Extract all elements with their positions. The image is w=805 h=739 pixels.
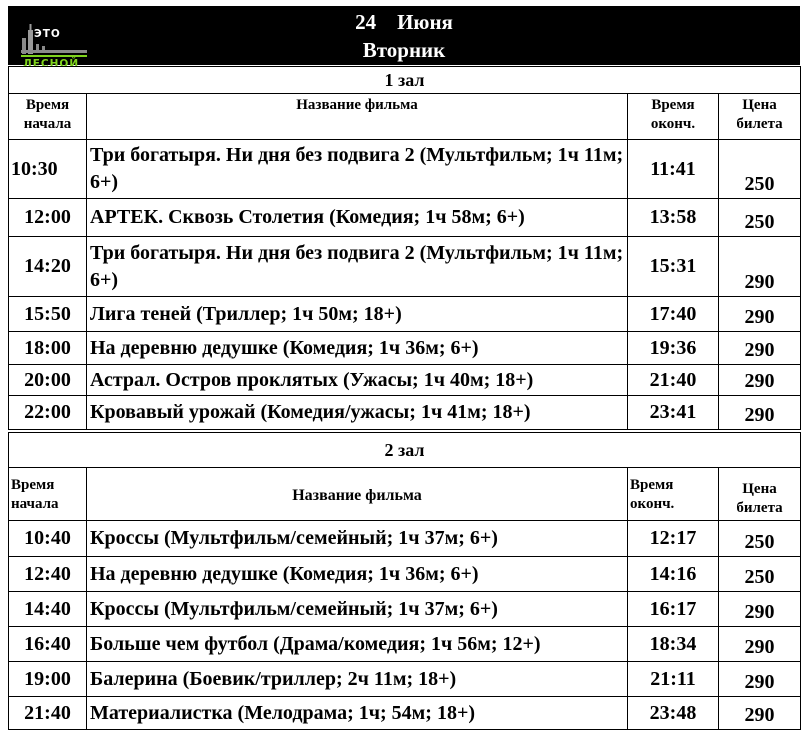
session-price: 250 xyxy=(719,140,801,199)
session-end: 18:34 xyxy=(628,627,719,662)
session-start: 20:00 xyxy=(9,365,87,396)
session-start: 16:40 xyxy=(9,627,87,662)
session-title: На деревню дедушке (Комедия; 1ч 36м; 6+) xyxy=(87,332,628,365)
session-start: 10:40 xyxy=(9,521,87,557)
col-end-header: Время оконч. xyxy=(628,94,719,140)
session-end: 14:16 xyxy=(628,557,719,592)
session-title: Кроссы (Мультфильм/семейный; 1ч 37м; 6+) xyxy=(87,521,628,557)
table-row xyxy=(9,557,801,592)
table-row xyxy=(9,237,801,297)
hall-1-title: 1 зал xyxy=(9,67,801,94)
session-start: 14:40 xyxy=(9,592,87,627)
table-row xyxy=(9,396,801,430)
logo-line-1: ЭТО xyxy=(34,28,61,40)
session-price: 290 xyxy=(719,297,801,332)
session-price: 250 xyxy=(719,199,801,237)
session-end: 17:40 xyxy=(628,297,719,332)
session-price: 250 xyxy=(719,557,801,592)
session-end: 23:48 xyxy=(628,697,719,730)
session-title: Больше чем футбол (Драма/комедия; 1ч 56м; 12+) xyxy=(87,627,628,662)
session-title: Три богатыря. Ни дня без подвига 2 (Мультфильм; 1ч 11м; 6+) xyxy=(87,237,628,297)
session-price: 290 xyxy=(719,365,801,396)
header-date xyxy=(8,10,800,35)
session-price: 290 xyxy=(719,627,801,662)
header-month: Июня xyxy=(397,10,453,34)
session-price: 290 xyxy=(719,697,801,730)
col-price-header: Цена билета xyxy=(719,94,801,140)
session-start: 12:40 xyxy=(9,557,87,592)
session-title: Кровавый урожай (Комедия/ужасы; 1ч 41м; 18+) xyxy=(87,396,628,430)
col-start-header: Время начала xyxy=(9,94,87,140)
session-title: На деревню дедушке (Комедия; 1ч 36м; 6+) xyxy=(87,557,628,592)
session-end: 21:40 xyxy=(628,365,719,396)
table-row xyxy=(9,297,801,332)
table-row xyxy=(9,332,801,365)
session-start: 22:00 xyxy=(9,396,87,430)
table-row xyxy=(9,627,801,662)
col-title-header: Название фильма xyxy=(87,468,628,521)
logo-line-2: ЛЕСНОЙ xyxy=(23,58,80,70)
hall-1-table xyxy=(8,66,801,430)
session-price: 290 xyxy=(719,662,801,697)
schedule-header xyxy=(8,6,800,65)
col-price-header: Цена билета xyxy=(719,468,801,521)
hall-2-table xyxy=(8,432,801,730)
session-start: 18:00 xyxy=(9,332,87,365)
header-day: 24 xyxy=(355,10,377,34)
session-title: Три богатыря. Ни дня без подвига 2 (Мультфильм; 1ч 11м; 6+) xyxy=(87,140,628,199)
session-end: 23:41 xyxy=(628,396,719,430)
session-start: 15:50 xyxy=(9,297,87,332)
session-start: 21:40 xyxy=(9,697,87,730)
table-row xyxy=(9,199,801,237)
hall-2-title: 2 зал xyxy=(9,433,801,468)
session-title: Кроссы (Мультфильм/семейный; 1ч 37м; 6+) xyxy=(87,592,628,627)
session-end: 15:31 xyxy=(628,237,719,297)
session-title: АРТЕК. Сквозь Столетия (Комедия; 1ч 58м; 6+) xyxy=(87,199,628,237)
session-price: 290 xyxy=(719,332,801,365)
session-price: 290 xyxy=(719,396,801,430)
table-row xyxy=(9,140,801,199)
table-row xyxy=(9,662,801,697)
table-row xyxy=(9,365,801,396)
session-price: 290 xyxy=(719,237,801,297)
col-title-header: Название фильма xyxy=(87,94,628,140)
session-title: Лига теней (Триллер; 1ч 50м; 18+) xyxy=(87,297,628,332)
session-price: 250 xyxy=(719,521,801,557)
session-start: 12:00 xyxy=(9,199,87,237)
session-title: Материалистка (Мелодрама; 1ч; 54м; 18+) xyxy=(87,697,628,730)
session-start: 10:30 xyxy=(9,140,87,199)
session-end: 11:41 xyxy=(628,140,719,199)
table-row xyxy=(9,592,801,627)
table-row xyxy=(9,697,801,730)
session-end: 19:36 xyxy=(628,332,719,365)
header-weekday: Вторник xyxy=(362,38,446,62)
session-start: 19:00 xyxy=(9,662,87,697)
session-start: 14:20 xyxy=(9,237,87,297)
col-end-header: Время оконч. xyxy=(628,468,719,521)
session-title: Астрал. Остров проклятых (Ужасы; 1ч 40м; 18+) xyxy=(87,365,628,396)
session-title: Балерина (Боевик/триллер; 2ч 11м; 18+) xyxy=(87,662,628,697)
session-price: 290 xyxy=(719,592,801,627)
session-end: 16:17 xyxy=(628,592,719,627)
col-start-header: Время начала xyxy=(9,468,87,521)
session-end: 21:11 xyxy=(628,662,719,697)
session-end: 13:58 xyxy=(628,199,719,237)
table-row xyxy=(9,521,801,557)
session-end: 12:17 xyxy=(628,521,719,557)
logo-line-3: ДЕТКА! xyxy=(23,71,75,83)
